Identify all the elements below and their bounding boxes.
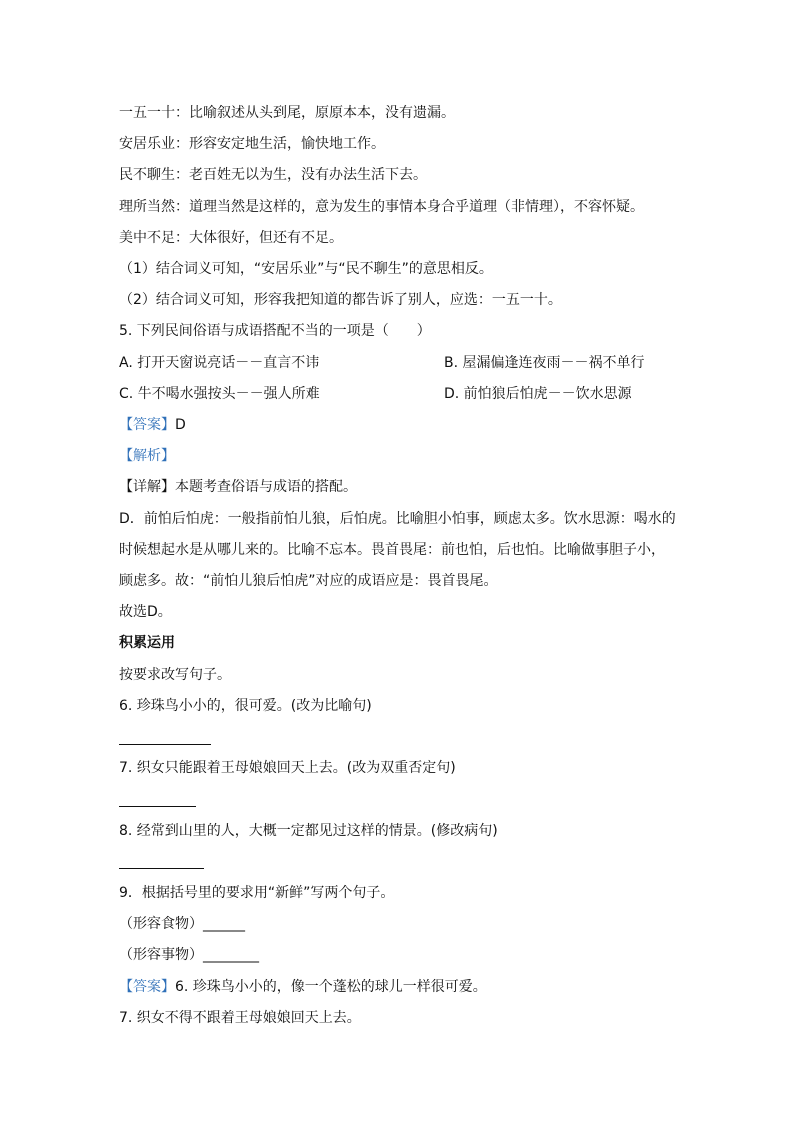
- answer-tag: 【答案】: [119, 417, 175, 433]
- explanation-line: 时候想起水是从哪儿来的。比喻不忘本。畏首畏尾：前也怕，后也怕。比喻做事胆子小，: [119, 542, 665, 558]
- answer-text: 6. 珍珠鸟小小的，像一个蓬松的球儿一样很可爱。: [175, 979, 487, 995]
- answer-blank-8: [119, 868, 204, 869]
- section-instruction: 按要求改写句子。: [119, 667, 231, 683]
- question-5-option-c: C. 牛不喝水强按头－－强人所难: [119, 386, 320, 402]
- question-5-stem: 5. 下列民间俗语与成语搭配不当的一项是（ ）: [119, 323, 431, 339]
- analysis-tag: 【解析】: [119, 448, 175, 464]
- definition-line: 美中不足：大体很好，但还有不足。: [119, 230, 343, 246]
- detail-tag: 【详解】: [119, 479, 175, 495]
- definition-line: 理所当然：道理当然是这样的，意为发生的事情本身合乎道理（非情理），不容怀疑。: [119, 199, 644, 215]
- previous-answer-line: （2）结合词义可知，形容我把知道的都告诉了别人，应选：一五一十。: [119, 292, 562, 308]
- answer-blank-7: [119, 806, 196, 807]
- previous-answer-line: （1）结合词义可知，“安居乐业”与“民不聊生”的意思相反。: [119, 261, 493, 277]
- question-9-things: （形容事物）________: [119, 947, 259, 963]
- section-title: 积累运用: [119, 635, 175, 651]
- explanation-line: D．前怕后怕虎：一般指前怕儿狼，后怕虎。比喻胆小怕事，顾虑太多。饮水思源：喝水的: [119, 511, 676, 527]
- question-5-option-b: B. 屋漏偏逢连夜雨－－祸不单行: [444, 355, 645, 371]
- definition-line: 一五一十：比喻叙述从头到尾，原原本本，没有遗漏。: [119, 105, 455, 121]
- question-7: 7. 织女只能跟着王母娘娘回天上去。(改为双重否定句): [119, 760, 456, 776]
- definition-line: 安居乐业：形容安定地生活，愉快地工作。: [119, 136, 385, 152]
- answer-value: D: [175, 417, 186, 433]
- question-5-option-d: D. 前怕狼后怕虎－－饮水思源: [444, 386, 632, 402]
- explanation-line: 顾虑多。故：“前怕儿狼后怕虎”对应的成语应是：畏首畏尾。: [119, 573, 498, 589]
- definition-line: 民不聊生：老百姓无以为生，没有办法生活下去。: [119, 167, 427, 183]
- conclusion-line: 故选D。: [119, 604, 172, 620]
- next-answer-line: 7. 织女不得不跟着王母娘娘回天上去。: [119, 1010, 361, 1026]
- next-answer-line: [119, 978, 487, 996]
- question-5-answer: [119, 416, 186, 434]
- detail-line: [119, 478, 357, 496]
- question-6: 6. 珍珠鸟小小的，很可爱。(改为比喻句): [119, 698, 372, 714]
- answer-tag: 【答案】: [119, 979, 175, 995]
- question-8: 8. 经常到山里的人，大概一定都见过这样的情景。(修改病句): [119, 823, 498, 839]
- detail-text: 本题考查俗语与成语的搭配。: [175, 479, 357, 495]
- question-9: 9．根据括号里的要求用“新鲜”写两个句子。: [119, 885, 395, 901]
- question-9-food: （形容食物）______: [119, 916, 245, 932]
- question-5-option-a: A. 打开天窗说亮话－－直言不讳: [119, 355, 320, 371]
- answer-blank-6: [119, 744, 211, 745]
